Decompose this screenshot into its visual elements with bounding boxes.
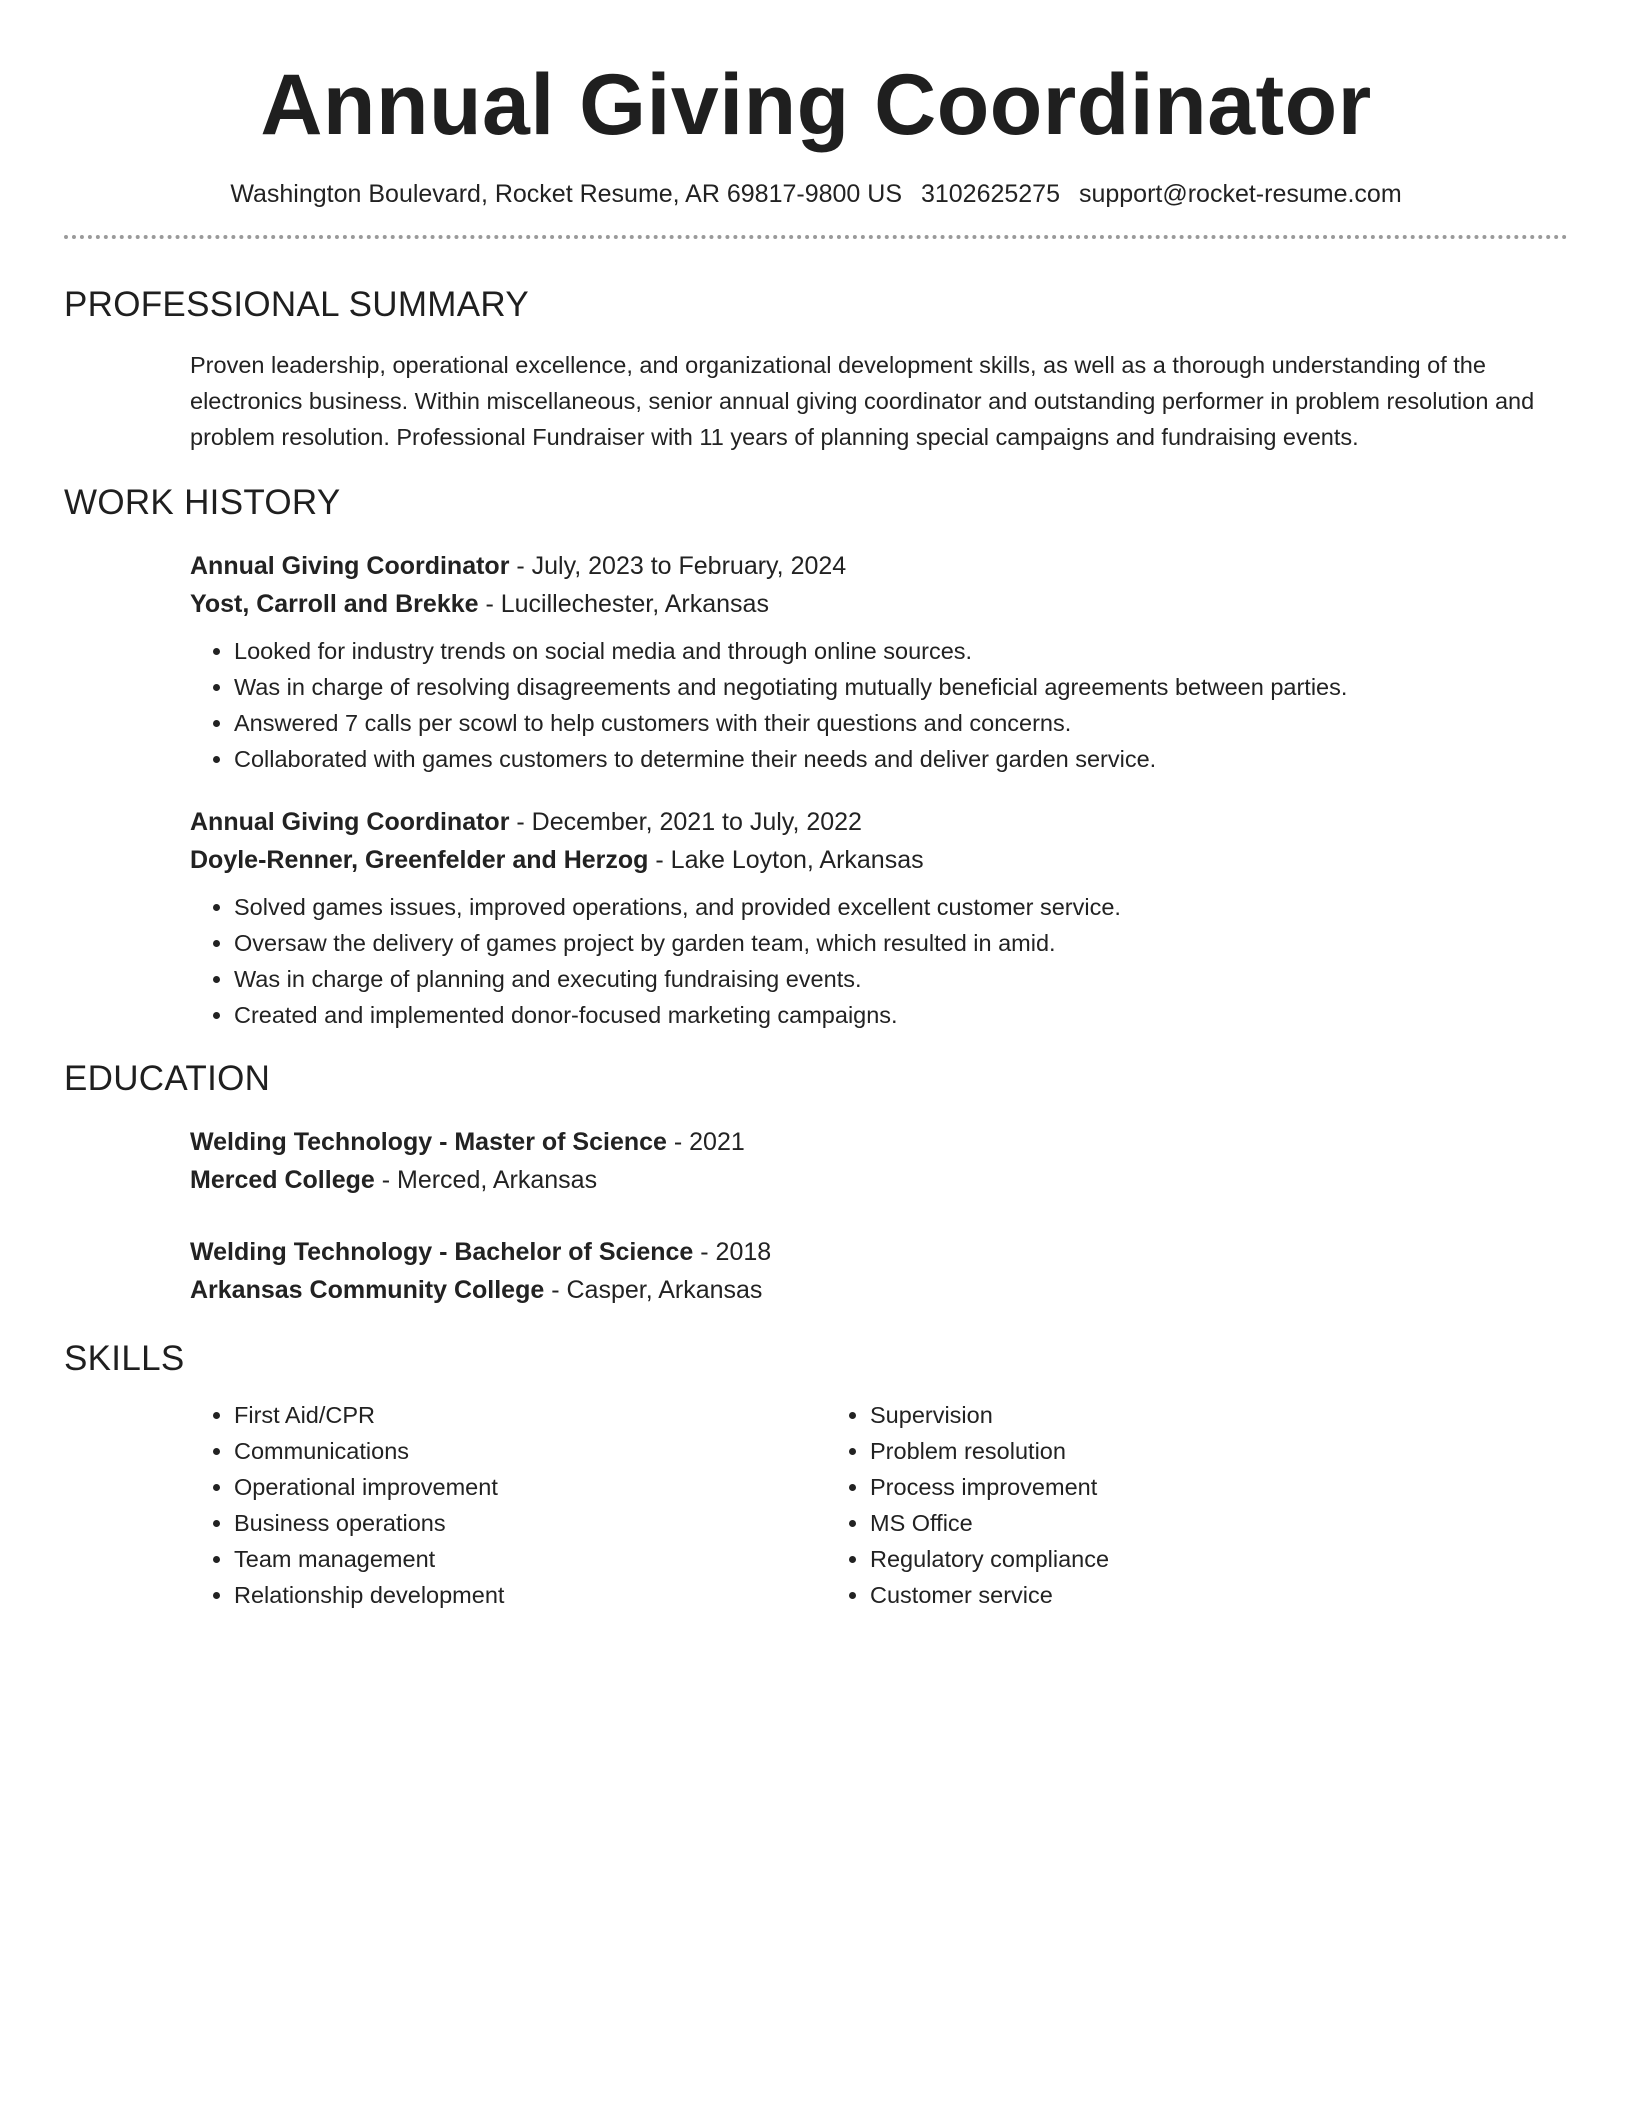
list-item: • Looked for industry trends on social media and through online sources. <box>234 633 1568 669</box>
list-item: • Was in charge of planning and executing fundraising events. <box>234 961 1568 997</box>
job-role-line <box>190 803 1568 841</box>
edu-school-line <box>190 1161 1568 1199</box>
job-company: Doyle-Renner, Greenfelder and Herzog <box>190 846 649 874</box>
skills-columns <box>190 1397 1568 1613</box>
job-role-line <box>190 547 1568 585</box>
skill-item: • Process improvement <box>870 1469 1462 1505</box>
skill-item: • Supervision <box>870 1397 1462 1433</box>
skill-item: • Business operations <box>234 1505 826 1541</box>
edu-school: Merced College <box>190 1166 375 1194</box>
job-role: Annual Giving Coordinator <box>190 552 510 580</box>
edu-location: - Merced, Arkansas <box>374 1166 598 1194</box>
list-item: • Solved games issues, improved operations, and provided excellent customer service. <box>234 889 1568 925</box>
skill-item: • Communications <box>234 1433 826 1469</box>
section-title-skills: SKILLS <box>64 1339 185 1378</box>
resume-title: Annual Giving Coordinator <box>260 57 1372 153</box>
edu-degree-line <box>190 1233 1568 1271</box>
job-dates: - July, 2023 to February, 2024 <box>509 552 847 580</box>
list-item: • Was in charge of resolving disagreements and negotiating mutually beneficial agreements between parties. <box>234 669 1568 705</box>
contact-address: Washington Boulevard, Rocket Resume, AR 69817-9800 US <box>230 180 902 208</box>
job-company-line <box>190 585 1568 623</box>
skill-item: • Regulatory compliance <box>870 1541 1462 1577</box>
contact-email: support@rocket-resume.com <box>1078 180 1402 208</box>
list-item: • Collaborated with games customers to determine their needs and deliver garden service. <box>234 741 1568 777</box>
edu-location: - Casper, Arkansas <box>544 1276 763 1304</box>
edu-degree: Welding Technology - Bachelor of Science <box>190 1238 694 1266</box>
list-item: • Answered 7 calls per scowl to help customers with their questions and concerns. <box>234 705 1568 741</box>
skills-list-right <box>826 1397 1462 1613</box>
list-item: • Oversaw the delivery of games project by garden team, which resulted in amid. <box>234 925 1568 961</box>
skill-item: • Relationship development <box>234 1577 826 1613</box>
job-bullets <box>190 889 1568 1033</box>
job-location: - Lucillechester, Arkansas <box>478 590 769 618</box>
section-title-work-history: WORK HISTORY <box>64 483 341 522</box>
job-dates: - December, 2021 to July, 2022 <box>509 808 862 836</box>
skill-item: • MS Office <box>870 1505 1462 1541</box>
section-title-education: EDUCATION <box>64 1059 271 1098</box>
skill-item: • First Aid/CPR <box>234 1397 826 1433</box>
edu-year: - 2021 <box>666 1128 745 1156</box>
skill-item: • Team management <box>234 1541 826 1577</box>
job-bullets <box>190 633 1568 777</box>
job-company: Yost, Carroll and Brekke <box>190 590 479 618</box>
edu-degree-line <box>190 1123 1568 1161</box>
contact-line <box>64 180 1568 209</box>
edu-year: - 2018 <box>693 1238 772 1266</box>
header-divider <box>64 235 1568 239</box>
contact-phone: 3102625275 <box>920 180 1060 208</box>
section-title-summary: PROFESSIONAL SUMMARY <box>64 285 529 324</box>
skills-list-left <box>190 1397 826 1613</box>
skill-item: • Customer service <box>870 1577 1462 1613</box>
job-entry <box>190 803 1568 879</box>
job-location: - Lake Loyton, Arkansas <box>648 846 924 874</box>
edu-school-line <box>190 1271 1568 1309</box>
education-entry <box>190 1233 1568 1309</box>
edu-degree: Welding Technology - Master of Science <box>190 1128 667 1156</box>
job-role: Annual Giving Coordinator <box>190 808 510 836</box>
skill-item: • Problem resolution <box>870 1433 1462 1469</box>
skill-item: • Operational improvement <box>234 1469 826 1505</box>
job-company-line <box>190 841 1568 879</box>
education-entry <box>190 1123 1568 1199</box>
summary-text: Proven leadership, operational excellence, and organizational development skills, as well as a thorough understanding of the electronics business. Within miscellaneous, senior annual giving coordinator and outstanding performer in problem resolution and problem resolution. Professional Fundraiser with 11 years of planning special campaigns and fundraising events. <box>190 352 1535 450</box>
list-item: • Created and implemented donor-focused marketing campaigns. <box>234 997 1568 1033</box>
edu-school: Arkansas Community College <box>190 1276 545 1304</box>
job-entry <box>190 547 1568 623</box>
